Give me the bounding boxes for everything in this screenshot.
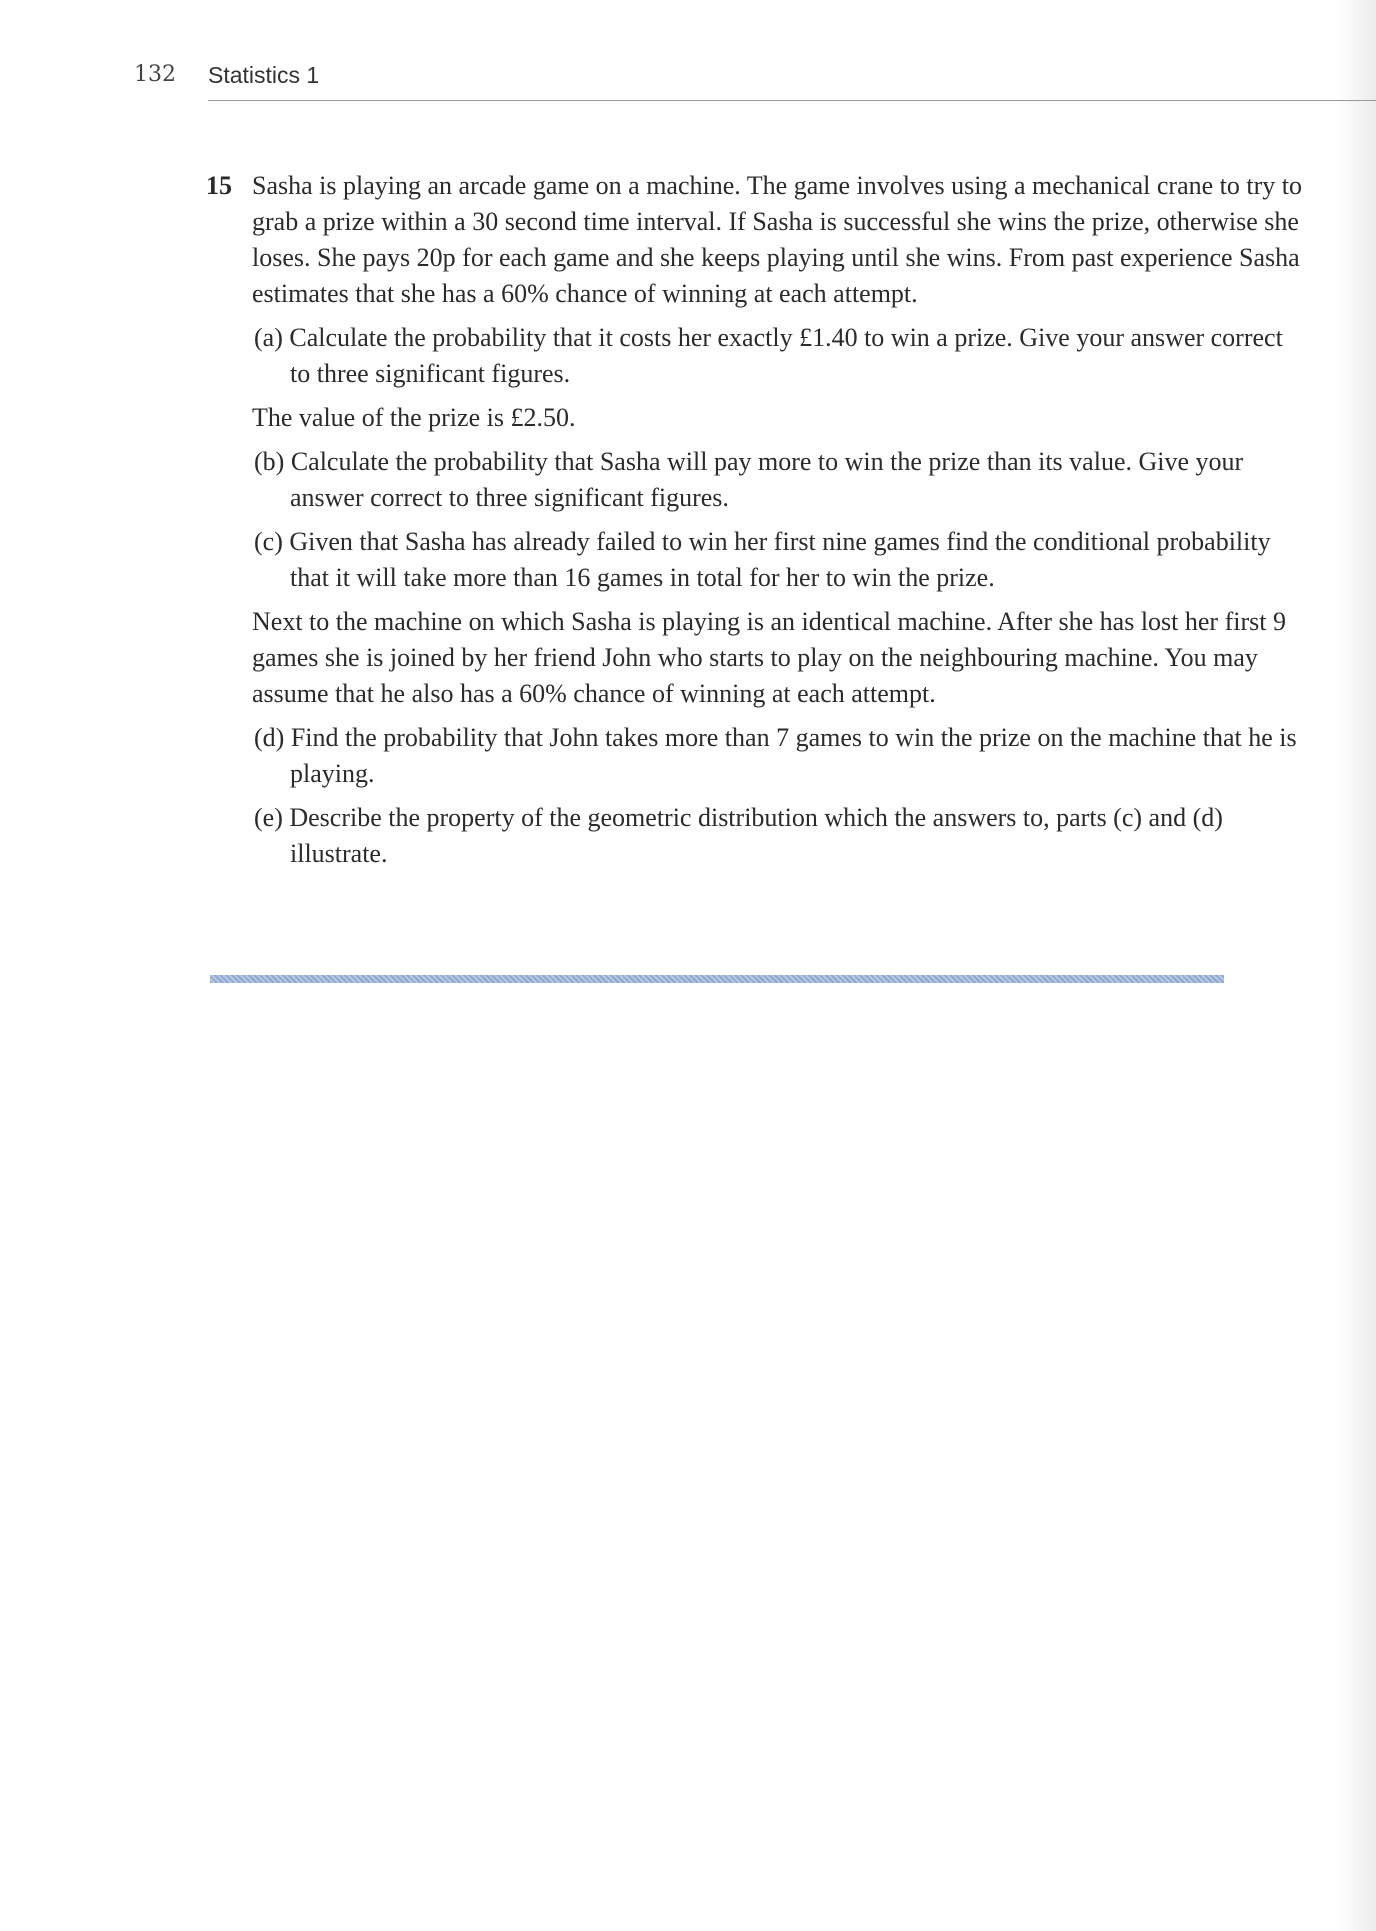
part-b: (b) Calculate the probability that Sasha will pay more to win the prize than its value. Give your answer correct to three significant figures. <box>254 447 1244 512</box>
question-intro: Sasha is playing an arcade game on a machine. The game involves using a mechanical crane to try to grab a prize within a 30 second time interval. If Sasha is successful she wins the prize, otherwise she loses. She pays 20p for each game and she keeps playing until she wins. From past experience Sasha estimates that she has a 60% chance of winning at each attempt. <box>252 171 1302 308</box>
section-end-rule <box>210 975 1224 983</box>
exercise-15 <box>206 168 1306 880</box>
running-title: Statistics 1 <box>208 62 320 88</box>
part-a: (a) Calculate the probability that it costs her exactly £1.40 to win a prize. Give your answer correct to three significant figures. <box>254 323 1283 388</box>
part-d: (d) Find the probability that John takes more than 7 games to win the prize on the machine that he is playing. <box>254 723 1297 788</box>
page-number: 132 <box>134 62 176 87</box>
john-paragraph: Next to the machine on which Sasha is playing is an identical machine. After she has lost her first 9 games she is joined by her friend John who starts to play on the neighbouring machine. You may assume that he also has a 60% chance of winning at each attempt. <box>252 607 1286 708</box>
part-e: (e) Describe the property of the geometric distribution which the answers to, parts (c) and (d) illustrate. <box>254 803 1223 868</box>
header-rule <box>208 100 1376 101</box>
page-header <box>134 58 1302 100</box>
question-number: 15 <box>206 171 232 200</box>
part-c: (c) Given that Sasha has already failed to win her first nine games find the conditional probability that it will take more than 16 games in total for her to win the prize. <box>254 527 1271 592</box>
scan-shadow <box>1336 0 1376 1931</box>
prize-value-statement: The value of the prize is £2.50. <box>252 403 576 432</box>
